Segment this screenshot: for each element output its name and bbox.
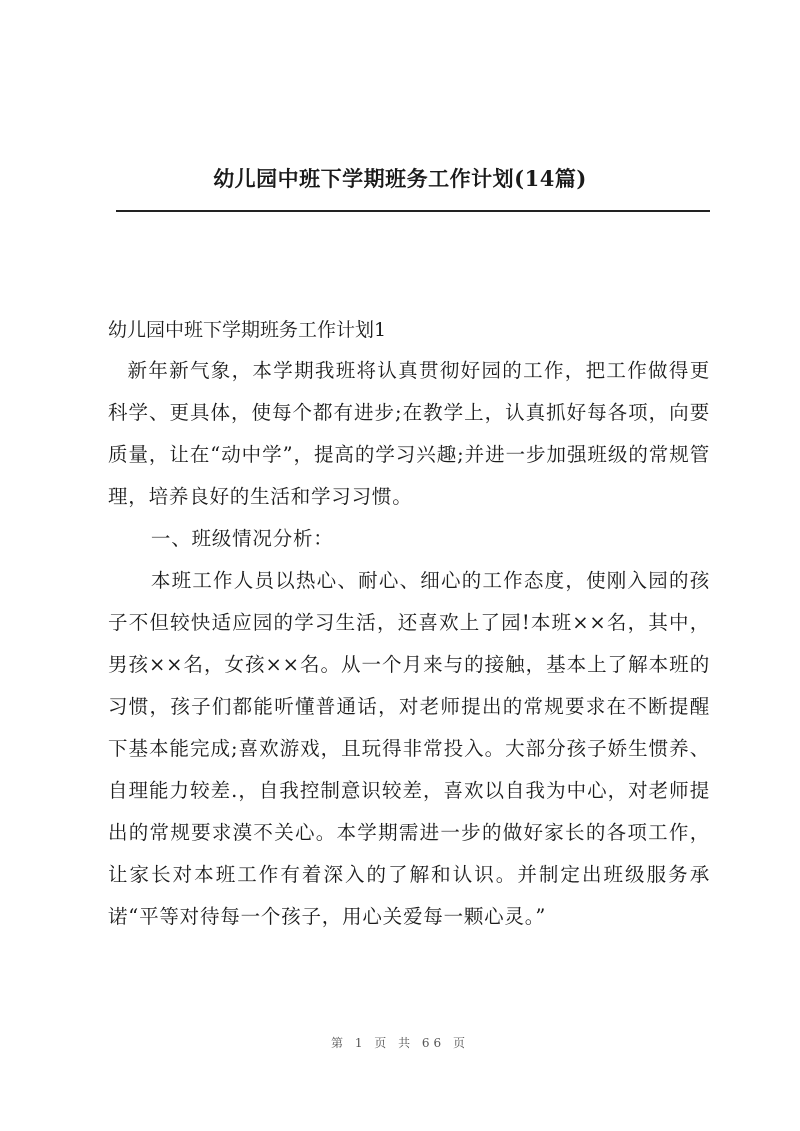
document-body xyxy=(108,310,710,938)
class-analysis-paragraph: 本班工作人员以热心、耐心、细心的工作态度，使刚入园的孩子不但较快适应园的学习生活，还喜欢上了园!本班××名，其中，男孩××名，女孩××名。从一个月来与的接触，基本上了解本班的习惯，孩子们都能听懂普通话，对老师提出的常规要求在不断提醒下基本能完成;喜欢游戏，且玩得非常投入。大部分孩子娇生惯养、自理能力较差.，自我控制意识较差，喜欢以自我为中心，对老师提出的常规要求漠不关心。本学期需进一步的做好家长的各项工作，让家长对本班工作有着深入的了解和认识。并制定出班级服务承诺“平等对待每一个孩子，用心关爱每一颗心灵。” xyxy=(108,569,710,928)
section-heading: 一、班级情况分析： xyxy=(150,527,334,550)
section-title: 幼儿园中班下学期班务工作计划1 xyxy=(108,319,387,341)
title-divider xyxy=(116,210,710,212)
document-title: 幼儿园中班下学期班务工作计划(14篇) xyxy=(213,166,587,191)
intro-paragraph: 新年新气象，本学期我班将认真贯彻好园的工作，把工作做得更科学、更具体，使每个都有进步;在教学上，认真抓好每各项，向要质量，让在“动中学”，提高的学习兴趣;并进一步加强班级的常规管理，培养良好的生活和学习习惯。 xyxy=(108,359,710,508)
page-number: 第 1 页 共 66 页 xyxy=(331,1036,469,1050)
